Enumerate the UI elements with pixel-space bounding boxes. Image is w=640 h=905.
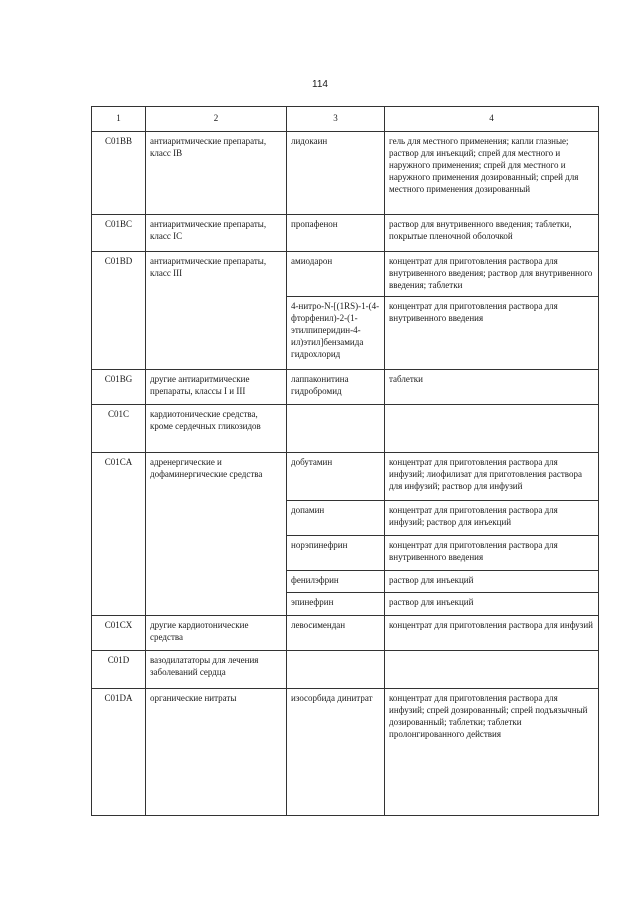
dosage-form-cell: концентрат для приготовления раствора для инфузий [385, 616, 599, 651]
table-row [92, 593, 599, 616]
page-number: 114 [312, 79, 328, 90]
atc-code-cell: C01C [92, 405, 146, 453]
drug-cell: левосимендан [287, 616, 385, 651]
atc-code-cell: C01BD [92, 252, 146, 297]
drug-cell: 4-нитро-N-[(1RS)-1-(4-фторфенил)-2-(1-этилпиперидин-4-ил)этил]бензамида гидрохлорид [287, 297, 385, 370]
drug-classification-table [91, 106, 599, 816]
drug-cell: норэпинефрин [287, 536, 385, 571]
table-row [92, 215, 599, 252]
atc-code-cell [92, 536, 146, 571]
dosage-form-cell [385, 405, 599, 453]
group-cell: другие кардиотонические средства [146, 616, 287, 651]
atc-code-cell: C01BG [92, 370, 146, 405]
group-cell: антиаритмические препараты, класс III [146, 252, 287, 297]
atc-code-cell: C01DA [92, 689, 146, 816]
table-row [92, 297, 599, 370]
drug-cell: лидокаин [287, 132, 385, 215]
dosage-form-cell [385, 651, 599, 689]
table-row [92, 252, 599, 297]
column-header: 2 [146, 107, 287, 132]
atc-code-cell [92, 501, 146, 536]
drug-cell: фенилэфрин [287, 571, 385, 593]
atc-code-cell [92, 593, 146, 616]
table-row [92, 132, 599, 215]
group-cell: вазодилататоры для лечения заболеваний сердца [146, 651, 287, 689]
table-row [92, 453, 599, 501]
group-cell: антиаритмические препараты, класс IB [146, 132, 287, 215]
drug-cell: пропафенон [287, 215, 385, 252]
dosage-form-cell: раствор для инъекций [385, 571, 599, 593]
group-cell: кардиотонические средства, кроме сердечных гликозидов [146, 405, 287, 453]
group-cell [146, 593, 287, 616]
group-cell [146, 297, 287, 370]
dosage-form-cell: раствор для внутривенного введения; таблетки, покрытые пленочной оболочкой [385, 215, 599, 252]
group-cell [146, 536, 287, 571]
atc-code-cell: C01CA [92, 453, 146, 501]
group-cell: адренергические и дофаминергические средства [146, 453, 287, 501]
group-cell: органические нитраты [146, 689, 287, 816]
group-cell [146, 571, 287, 593]
dosage-form-cell: таблетки [385, 370, 599, 405]
column-header: 4 [385, 107, 599, 132]
table-row [92, 501, 599, 536]
table-row [92, 370, 599, 405]
atc-code-cell: C01CX [92, 616, 146, 651]
column-header: 3 [287, 107, 385, 132]
drug-cell: допамин [287, 501, 385, 536]
dosage-form-cell: концентрат для приготовления раствора для инфузий; лиофилизат для приготовления раствора для инфузий; раствор для инфузий [385, 453, 599, 501]
drug-cell: добутамин [287, 453, 385, 501]
table-row [92, 616, 599, 651]
atc-code-cell [92, 297, 146, 370]
table-row [92, 405, 599, 453]
atc-code-cell: C01BB [92, 132, 146, 215]
group-cell: другие антиаритмические препараты, классы I и III [146, 370, 287, 405]
drug-cell: изосорбида динитрат [287, 689, 385, 816]
table-row [92, 536, 599, 571]
column-header: 1 [92, 107, 146, 132]
drug-cell: амиодарон [287, 252, 385, 297]
drug-cell [287, 405, 385, 453]
dosage-form-cell: гель для местного применения; капли глазные; раствор для инъекций; спрей для местного и наружного применения; спрей для местного и наружного применения дозированный; спрей для местного применения дозированный [385, 132, 599, 215]
dosage-form-cell: концентрат для приготовления раствора для внутривенного введения [385, 297, 599, 370]
table-row [92, 571, 599, 593]
dosage-form-cell: концентрат для приготовления раствора для инфузий; раствор для инъекций [385, 501, 599, 536]
dosage-form-cell: концентрат для приготовления раствора для внутривенного введения [385, 536, 599, 571]
table-header-row [92, 107, 599, 132]
table-row [92, 651, 599, 689]
table-row [92, 689, 599, 816]
drug-cell: эпинефрин [287, 593, 385, 616]
atc-code-cell [92, 571, 146, 593]
drug-cell: лаппаконитина гидробромид [287, 370, 385, 405]
group-cell: антиаритмические препараты, класс IC [146, 215, 287, 252]
dosage-form-cell: концентрат для приготовления раствора для внутривенного введения; раствор для внутривенного введения; таблетки [385, 252, 599, 297]
group-cell [146, 501, 287, 536]
atc-code-cell: C01BC [92, 215, 146, 252]
drug-cell [287, 651, 385, 689]
dosage-form-cell: раствор для инъекций [385, 593, 599, 616]
dosage-form-cell: концентрат для приготовления раствора для инфузий; спрей дозированный; спрей подъязычный дозированный; таблетки; таблетки пролонгированного действия [385, 689, 599, 816]
atc-code-cell: C01D [92, 651, 146, 689]
